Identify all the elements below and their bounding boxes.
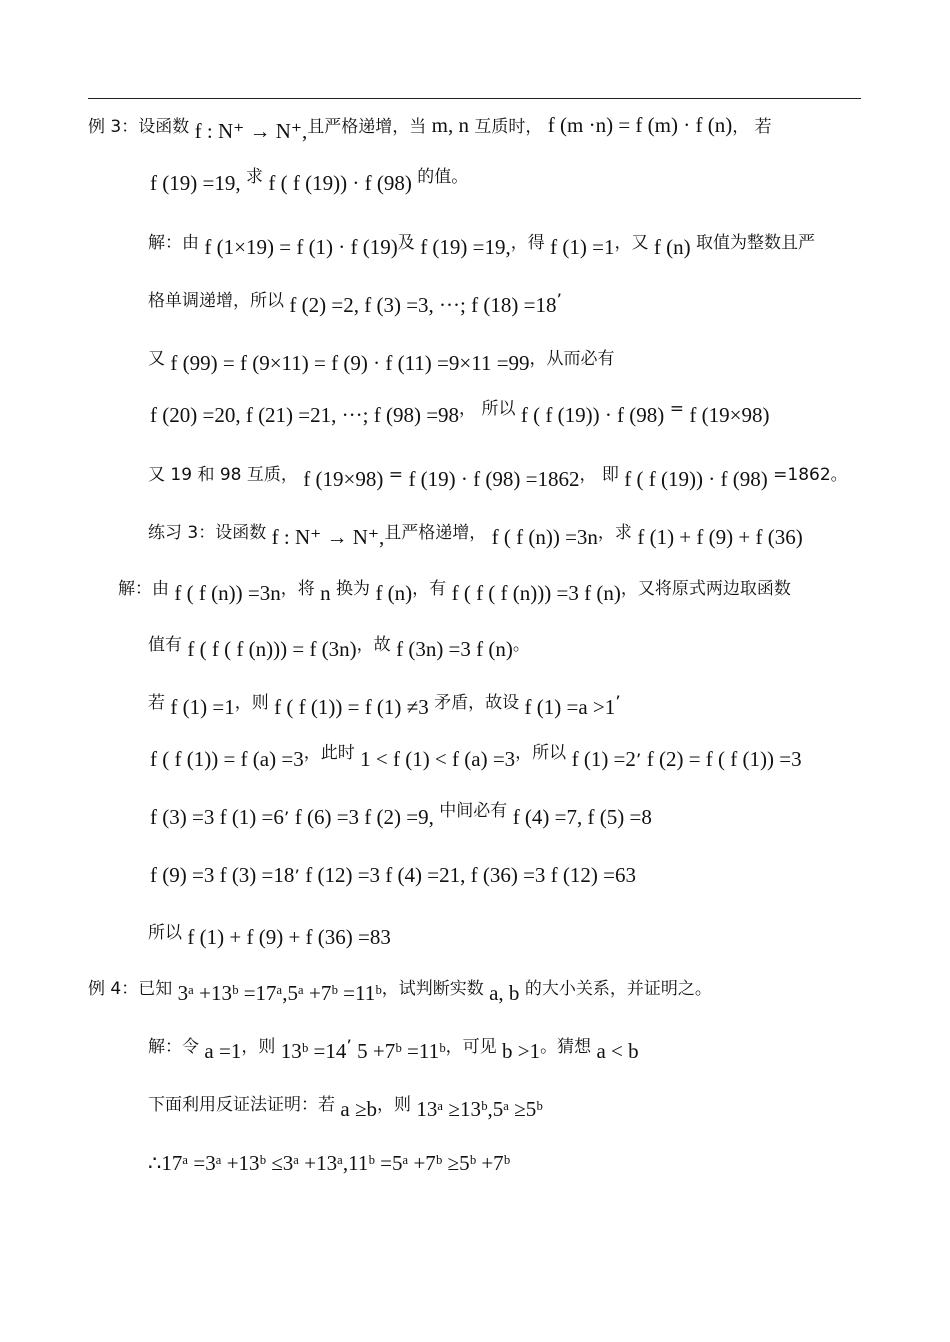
math-expression: f (1) + f (9) + f (36) — [637, 525, 803, 549]
math-expression: f (1) =1 — [550, 235, 615, 259]
math-expression: f ( f ( f (n))) =3 f (n) — [451, 581, 621, 605]
text-run: ’ — [346, 1037, 358, 1057]
text-line — [150, 862, 636, 890]
math-expression: f (20) =20, f (21) =21, ···; f (98) =98 — [150, 403, 460, 427]
text-line — [148, 344, 615, 375]
math-expression: f (n) — [653, 235, 691, 259]
text-run: 解：令 — [148, 1037, 205, 1057]
math-expression: f (1) + f (9) + f (36) =83 — [187, 925, 391, 949]
math-expression: f ( f (19)) · f (98) — [268, 171, 412, 195]
text-run: 例 4：已知 — [88, 979, 178, 999]
text-run: 矛盾，故设 — [428, 693, 525, 713]
text-run: 值有 — [148, 635, 188, 655]
text-line — [150, 399, 770, 430]
text-run: ， 所以 — [459, 399, 521, 419]
math-expression: b >1 — [501, 1039, 541, 1063]
math-expression: f (2) = f ( f (1)) =3 — [646, 747, 802, 771]
text-run: 又 — [148, 349, 171, 369]
math-expression: 13ᵃ ≥13ᵇ,5ᵃ ≥5ᵇ — [416, 1097, 543, 1121]
text-run: ， 若 — [732, 117, 772, 137]
text-line — [148, 630, 530, 661]
text-line — [88, 974, 712, 1005]
text-run: 且严格递增，当 — [307, 117, 432, 137]
text-run: 解：由 — [148, 233, 205, 253]
text-run: 又 19 和 98 互质， — [148, 465, 304, 485]
text-line — [148, 688, 621, 719]
text-run: 所以 — [148, 923, 188, 943]
math-expression: 1 < f (1) < f (a) =3 — [360, 747, 516, 771]
math-expression: a, b — [489, 981, 520, 1005]
text-run: ’ — [635, 751, 647, 771]
text-run: 的大小关系，并证明之。 — [519, 979, 712, 999]
text-run: ，则 — [377, 1095, 417, 1115]
text-line — [150, 801, 652, 832]
math-expression: f (6) =3 f (2) =9, — [294, 805, 434, 829]
text-run: 例 3：设函数 — [88, 117, 195, 137]
math-expression: f : N⁺ → N⁺, — [194, 119, 308, 143]
text-run: 。 — [512, 635, 530, 655]
text-line — [148, 1090, 543, 1121]
text-run: ，又将原式两边取函数 — [620, 579, 791, 599]
math-expression: f (n) — [375, 581, 413, 605]
text-run: ，此时 — [303, 743, 361, 763]
math-expression: f (19) · f (98) =1862 — [408, 467, 580, 491]
math-expression: f ( f ( f (n))) = f (3n) — [187, 637, 357, 661]
math-expression: f (m ·n) = f (m) · f (n) — [547, 113, 733, 137]
text-run: 下面利用反证法证明：若 — [148, 1095, 341, 1115]
math-expression: m, n — [431, 113, 469, 137]
text-run: 练习 3：设函数 — [148, 523, 272, 543]
math-expression: f (1) =a >1 — [524, 695, 616, 719]
math-expression: f (9) =3 f (3) =18 — [150, 863, 295, 887]
text-line — [150, 167, 469, 198]
text-run: 若 — [148, 693, 171, 713]
math-expression: f (2) =2, f (3) =3, ···; f (18) =18 — [289, 293, 557, 317]
text-run: =1862。 — [767, 465, 848, 485]
text-run: 及 — [397, 233, 421, 253]
math-expression: a ≥b — [340, 1097, 378, 1121]
text-run: ，所以 — [515, 743, 572, 763]
text-line — [148, 1150, 510, 1178]
math-expression: ∴17ᵃ =3ᵃ +13ᵇ ≤3ᵃ +13ᵃ,11ᵇ =5ᵃ +7ᵇ ≥5ᵇ +7ᵇ — [148, 1151, 511, 1175]
math-expression: f (19×98) — [303, 467, 384, 491]
math-expression: 3ᵃ +13ᵇ =17ᵃ,5ᵃ +7ᵇ =11ᵇ — [177, 981, 382, 1005]
math-expression: f ( f (1)) = f (1) ≠3 — [274, 695, 429, 719]
text-run: ，则 — [234, 693, 275, 713]
text-run: ， 即 — [579, 465, 625, 485]
text-run: ，试判断实数 — [381, 979, 490, 999]
text-run: ，又 — [614, 233, 654, 253]
text-run: 中间必有 — [433, 801, 513, 821]
math-expression: f ( f (1)) = f (a) =3 — [150, 747, 304, 771]
text-run: ，则 — [241, 1037, 281, 1057]
math-expression: f (1) =1 — [170, 695, 235, 719]
math-expression: f (12) =3 f (4) =21, f (36) =3 f (12) =63 — [305, 863, 637, 887]
text-line — [148, 1032, 639, 1063]
math-expression: f (99) = f (9×11) = f (9) · f (11) =9×11 =99 — [170, 351, 530, 375]
text-run: ’ — [294, 867, 306, 887]
text-run: ，求 — [597, 523, 638, 543]
text-run: 格单调递增，所以 — [148, 291, 290, 311]
text-line — [148, 460, 848, 491]
math-expression: f (3) =3 f (1) =6 — [150, 805, 284, 829]
math-expression: a < b — [596, 1039, 639, 1063]
text-run: ，得 — [510, 233, 551, 253]
math-expression: f ( f (19)) · f (98) — [520, 403, 665, 427]
math-expression: a =1 — [204, 1039, 242, 1063]
text-run: ，故 — [356, 635, 397, 655]
header-rule — [88, 98, 861, 99]
math-expression: f (19) =19, — [150, 171, 241, 195]
math-expression: f (4) =7, f (5) =8 — [512, 805, 652, 829]
text-run: 的值。 — [411, 167, 469, 187]
text-run: ’ — [283, 809, 295, 829]
text-run: ，从而必有 — [529, 349, 615, 369]
math-expression: f (1) =2 — [571, 747, 636, 771]
text-run: ，将 — [280, 579, 321, 599]
math-expression: f (19) =19, — [420, 235, 511, 259]
text-line — [148, 518, 803, 549]
text-line — [148, 228, 816, 259]
text-run: 。猜想 — [540, 1037, 597, 1057]
text-line — [150, 743, 802, 774]
text-run: 换为 — [330, 579, 376, 599]
math-expression: 13ᵇ =14 — [280, 1039, 347, 1063]
text-run: 求 — [240, 167, 269, 187]
text-run: = — [383, 465, 409, 485]
text-run: 解：由 — [118, 579, 175, 599]
text-run: ，有 — [412, 579, 452, 599]
text-run: 互质时， — [468, 117, 548, 137]
math-expression: n — [320, 581, 331, 605]
text-run: 取值为整数且严 — [690, 233, 816, 253]
math-expression: 5 +7ᵇ =11ᵇ — [357, 1039, 446, 1063]
math-expression: f (1×19) = f (1) · f (19) — [204, 235, 398, 259]
math-expression: f ( f (19)) · f (98) — [624, 467, 768, 491]
math-expression: f (3n) =3 f (n) — [396, 637, 513, 661]
math-expression: f ( f (n)) =3n — [174, 581, 281, 605]
math-expression: f : N⁺ → N⁺, — [271, 525, 385, 549]
text-run: ’ — [556, 291, 562, 311]
text-line — [148, 918, 391, 949]
text-run: ’ — [615, 693, 621, 713]
text-run: ，可见 — [445, 1037, 502, 1057]
text-line — [148, 286, 562, 317]
text-line — [118, 574, 791, 605]
text-line — [88, 112, 772, 143]
text-run: = — [664, 399, 690, 419]
text-run: 且严格递增， — [384, 523, 492, 543]
math-expression: f ( f (n)) =3n — [491, 525, 598, 549]
math-expression: f (19×98) — [689, 403, 770, 427]
